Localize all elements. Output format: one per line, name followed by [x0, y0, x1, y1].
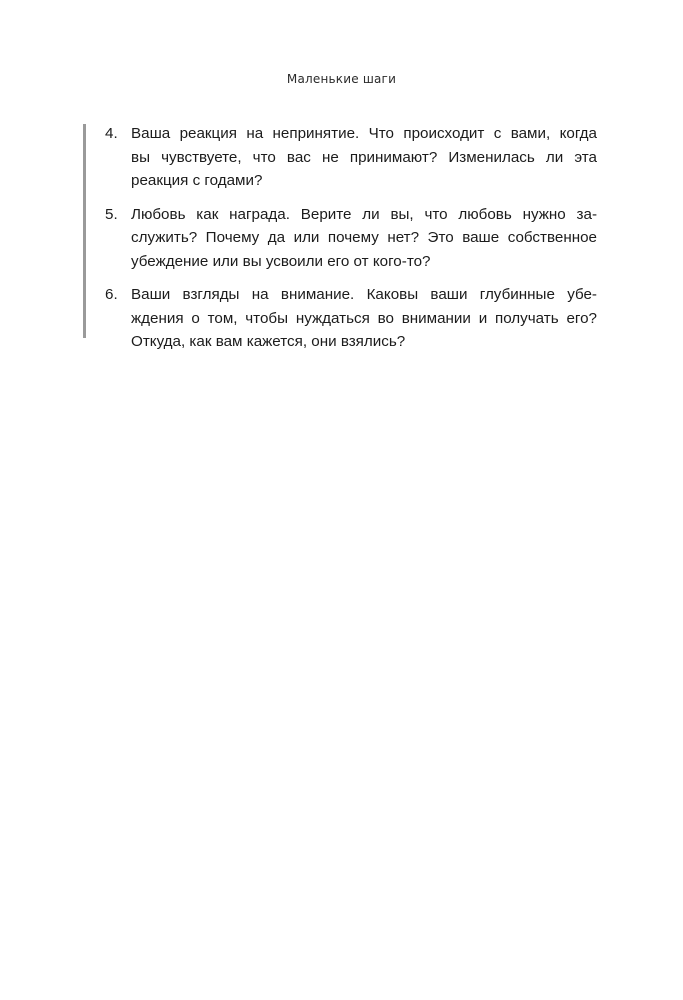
sidebar-accent-bar: [83, 124, 86, 338]
item-text: [131, 203, 597, 274]
list-item: [105, 283, 597, 354]
item-number: 6.: [105, 286, 118, 303]
item-text-line: Любовь как награда. Верите ли вы, что любовь нужно за-: [131, 205, 597, 223]
list-item: [105, 203, 597, 274]
item-text-line: ждения о том, чтобы нуждаться во внимании и получать его?: [131, 309, 597, 327]
item-number: 5.: [105, 205, 118, 223]
item-number: 4.: [105, 125, 118, 142]
item-text-line: Ваша реакция на непринятие. Что происходит с вами, когда: [131, 125, 597, 142]
item-text-line: служить? Почему да или почему нет? Это ваше собственное: [131, 229, 597, 246]
item-text-line: Ваши взгляды на внимание. Каковы ваши глубинные убе-: [131, 286, 597, 303]
list-item: [105, 122, 597, 193]
item-text: [131, 283, 597, 354]
item-text-line: вы чувствуете, что вас не принимают? Изменилась ли эта: [131, 148, 597, 166]
item-text-line: Откуда, как вам кажется, они взялись?: [131, 333, 406, 350]
item-text-line: убеждение или вы усвоили его от кого-то?: [131, 252, 431, 270]
question-list: [105, 122, 597, 364]
item-text-line: реакция с годами?: [131, 172, 263, 189]
running-header: Маленькие шаги: [286, 72, 397, 86]
item-text: [131, 122, 597, 193]
